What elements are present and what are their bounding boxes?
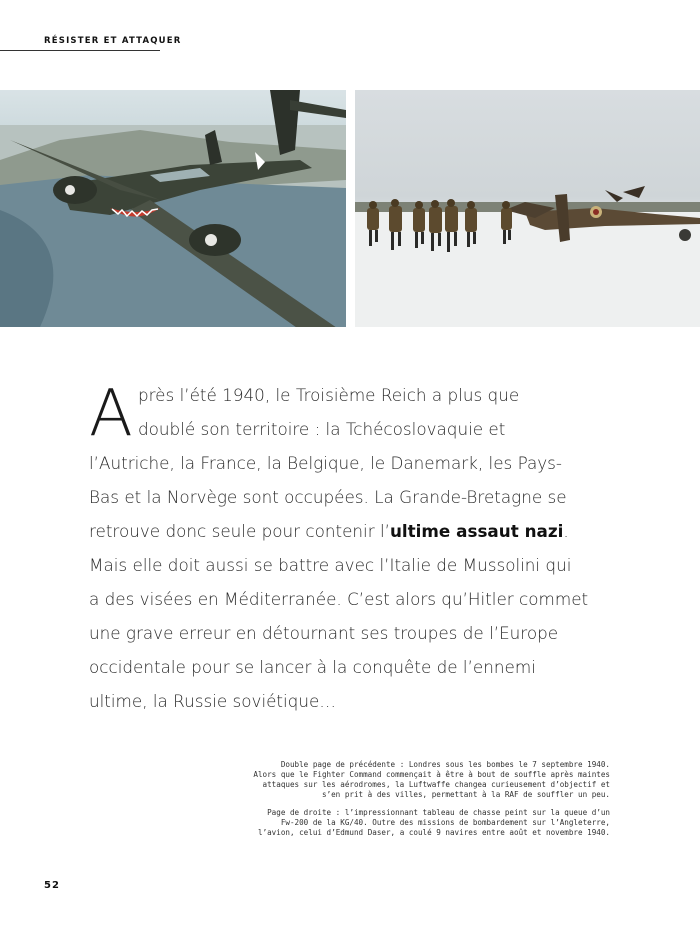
- lead-line: Mais elle doit aussi se battre avec l’Italie de Mussolini qui: [89, 555, 572, 575]
- lead-line: doublé son territoire : la Tchécoslovaquie et: [138, 419, 506, 439]
- lead-paragraph: [89, 378, 629, 718]
- lead-line-emphasis: [89, 514, 629, 548]
- photo-left: [0, 90, 346, 327]
- caption-line: attaques sur les aérodromes, la Luftwaffe changea curieusement d’objectif et: [262, 780, 610, 789]
- lead-line: a des visées en Méditerranée. C’est alors qu’Hitler commet: [89, 589, 589, 609]
- caption-line: Fw-200 de la KG/40. Outre des missions de bombardement sur l’Angleterre,: [280, 818, 610, 827]
- caption-line: Double page de précédente : Londres sous les bombes le 7 septembre 1940.: [280, 760, 610, 769]
- running-head: RÉSISTER ET ATTAQUER: [44, 36, 182, 46]
- header-rule: [0, 50, 160, 51]
- page-number: 52: [44, 880, 60, 891]
- photo-captions: [190, 760, 610, 846]
- caption-line: Page de droite : l’impressionnant tableau de chasse peint sur la queue d’un: [267, 808, 610, 817]
- lead-line: Bas et la Norvège sont occupées. La Grande-Bretagne se: [89, 487, 567, 507]
- lead-line: une grave erreur en détournant ses troupes de l’Europe: [89, 623, 559, 643]
- caption-line: l’avion, celui d’Edmund Daser, a coulé 9 navires entre août et novembre 1940.: [257, 828, 610, 837]
- caption-right-page: [190, 808, 610, 838]
- photo-right: [355, 90, 700, 327]
- lead-text: .: [563, 521, 569, 541]
- caption-line: s’en prit à des villes, permettant à la RAF de souffler un peu.: [321, 790, 610, 799]
- emphasis-text: ultime assaut nazi: [389, 521, 564, 541]
- caption-previous-spread: [190, 760, 610, 800]
- lead-text: retrouve donc seule pour contenir l’: [89, 521, 390, 541]
- lead-line: occidentale pour se lancer à la conquête de l’ennemi: [89, 657, 536, 677]
- caption-line: Alors que le Fighter Command commençait à être à bout de souffle après maintes: [253, 770, 610, 779]
- lead-line: ultime, la Russie soviétique…: [89, 691, 337, 711]
- lead-line: près l’été 1940, le Troisième Reich a plus que: [138, 385, 520, 405]
- fighter-bomber-photo-icon: [0, 90, 346, 327]
- lead-line: l’Autriche, la France, la Belgique, le Danemark, les Pays-: [89, 453, 562, 473]
- drop-cap: A: [89, 377, 133, 451]
- pilots-running-photo-icon: [355, 90, 700, 327]
